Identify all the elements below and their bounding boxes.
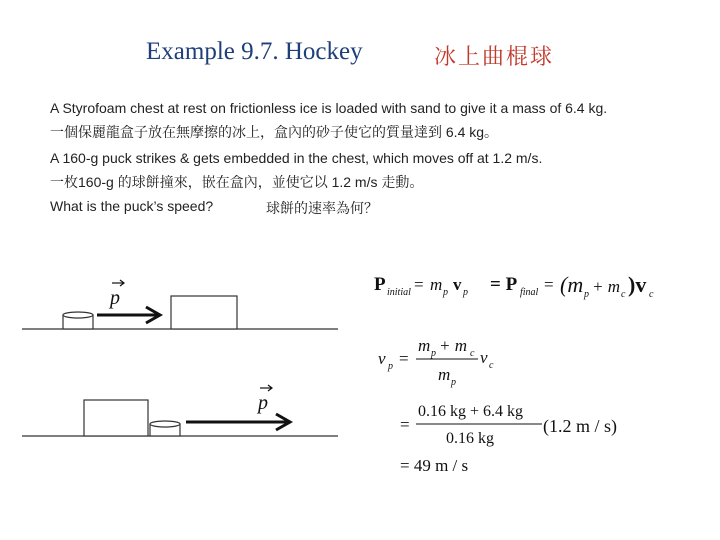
- eq1-plus-m: + m: [592, 277, 620, 296]
- eq1-equals-3: =: [544, 275, 554, 294]
- eq2-equals: =: [399, 349, 409, 368]
- eq2-num-sub2: c: [470, 348, 475, 359]
- problem-line1-zh: 一個保麗龍盒子放在無摩擦的冰上，盒內的砂子使它的質量達到 6.4 kg。: [50, 124, 499, 140]
- momentum-label-bottom: p: [258, 392, 268, 414]
- eq1-p-final: = P: [490, 274, 518, 295]
- eq1-final-sub: final: [520, 287, 539, 298]
- scene-after: [22, 385, 338, 436]
- eq2-num-sub1: p: [431, 348, 436, 359]
- question-en: What is the puck’s speed?: [50, 198, 214, 214]
- eq1-paren-sub2: c: [621, 289, 626, 300]
- eq1-p-initial: P: [374, 274, 386, 295]
- eq2-v: v: [378, 349, 386, 368]
- eq2-den-m: m: [438, 365, 451, 384]
- eq1-m: m: [430, 275, 443, 294]
- eq2-vc: v: [480, 348, 488, 367]
- eq2-vc-sub: c: [489, 360, 494, 371]
- title-english: Example 9.7. Hockey: [146, 38, 363, 65]
- eq1-equals-1: =: [414, 275, 424, 294]
- eq4-result: = 49 m / s: [400, 456, 469, 475]
- eq1-paren-m: (m: [560, 272, 584, 297]
- scene-before: [22, 280, 338, 329]
- eq3-equals: =: [400, 415, 410, 434]
- eq3-numerator: 0.16 kg + 6.4 kg: [418, 403, 524, 420]
- problem-line2-en: A 160-g puck strikes & gets embedded in the chest, which moves off at 1.2 m/s.: [50, 150, 543, 166]
- eq1-m-sub: p: [443, 287, 448, 298]
- eq1-v: v: [453, 275, 462, 294]
- puck-embedded-rim: [150, 421, 180, 427]
- puck-top-rim: [63, 312, 93, 318]
- problem-line2-zh: 一枚160-g 的球餅撞來，嵌在盒內，並使它以 1.2 m/s 走動。: [50, 174, 424, 190]
- chest-bottom: [84, 400, 148, 436]
- eq1-close-v: )v: [628, 272, 647, 297]
- eq3-factor: (1.2 m / s): [543, 416, 617, 436]
- title-chinese: 冰上曲棍球: [434, 45, 555, 70]
- chest-top: [171, 296, 237, 329]
- momentum-label-top: p: [110, 287, 120, 309]
- eq1-close-sub: c: [649, 289, 654, 300]
- eq1-paren-sub1: p: [584, 289, 589, 300]
- eq3-denominator: 0.16 kg: [446, 430, 494, 447]
- question-zh: 球餅的速率為何？: [266, 200, 378, 216]
- eq1-initial-sub: initial: [387, 287, 411, 298]
- eq2-v-sub: p: [388, 361, 393, 372]
- eq2-num-m: m: [418, 336, 431, 355]
- eq2-den-sub: p: [451, 377, 456, 388]
- equations: [374, 272, 654, 475]
- eq2-num-plus: + m: [439, 336, 467, 355]
- eq1-v-sub: p: [463, 287, 468, 298]
- problem-line1-en: A Styrofoam chest at rest on frictionless ice is loaded with sand to give it a mass of 6.4 kg.: [50, 100, 608, 116]
